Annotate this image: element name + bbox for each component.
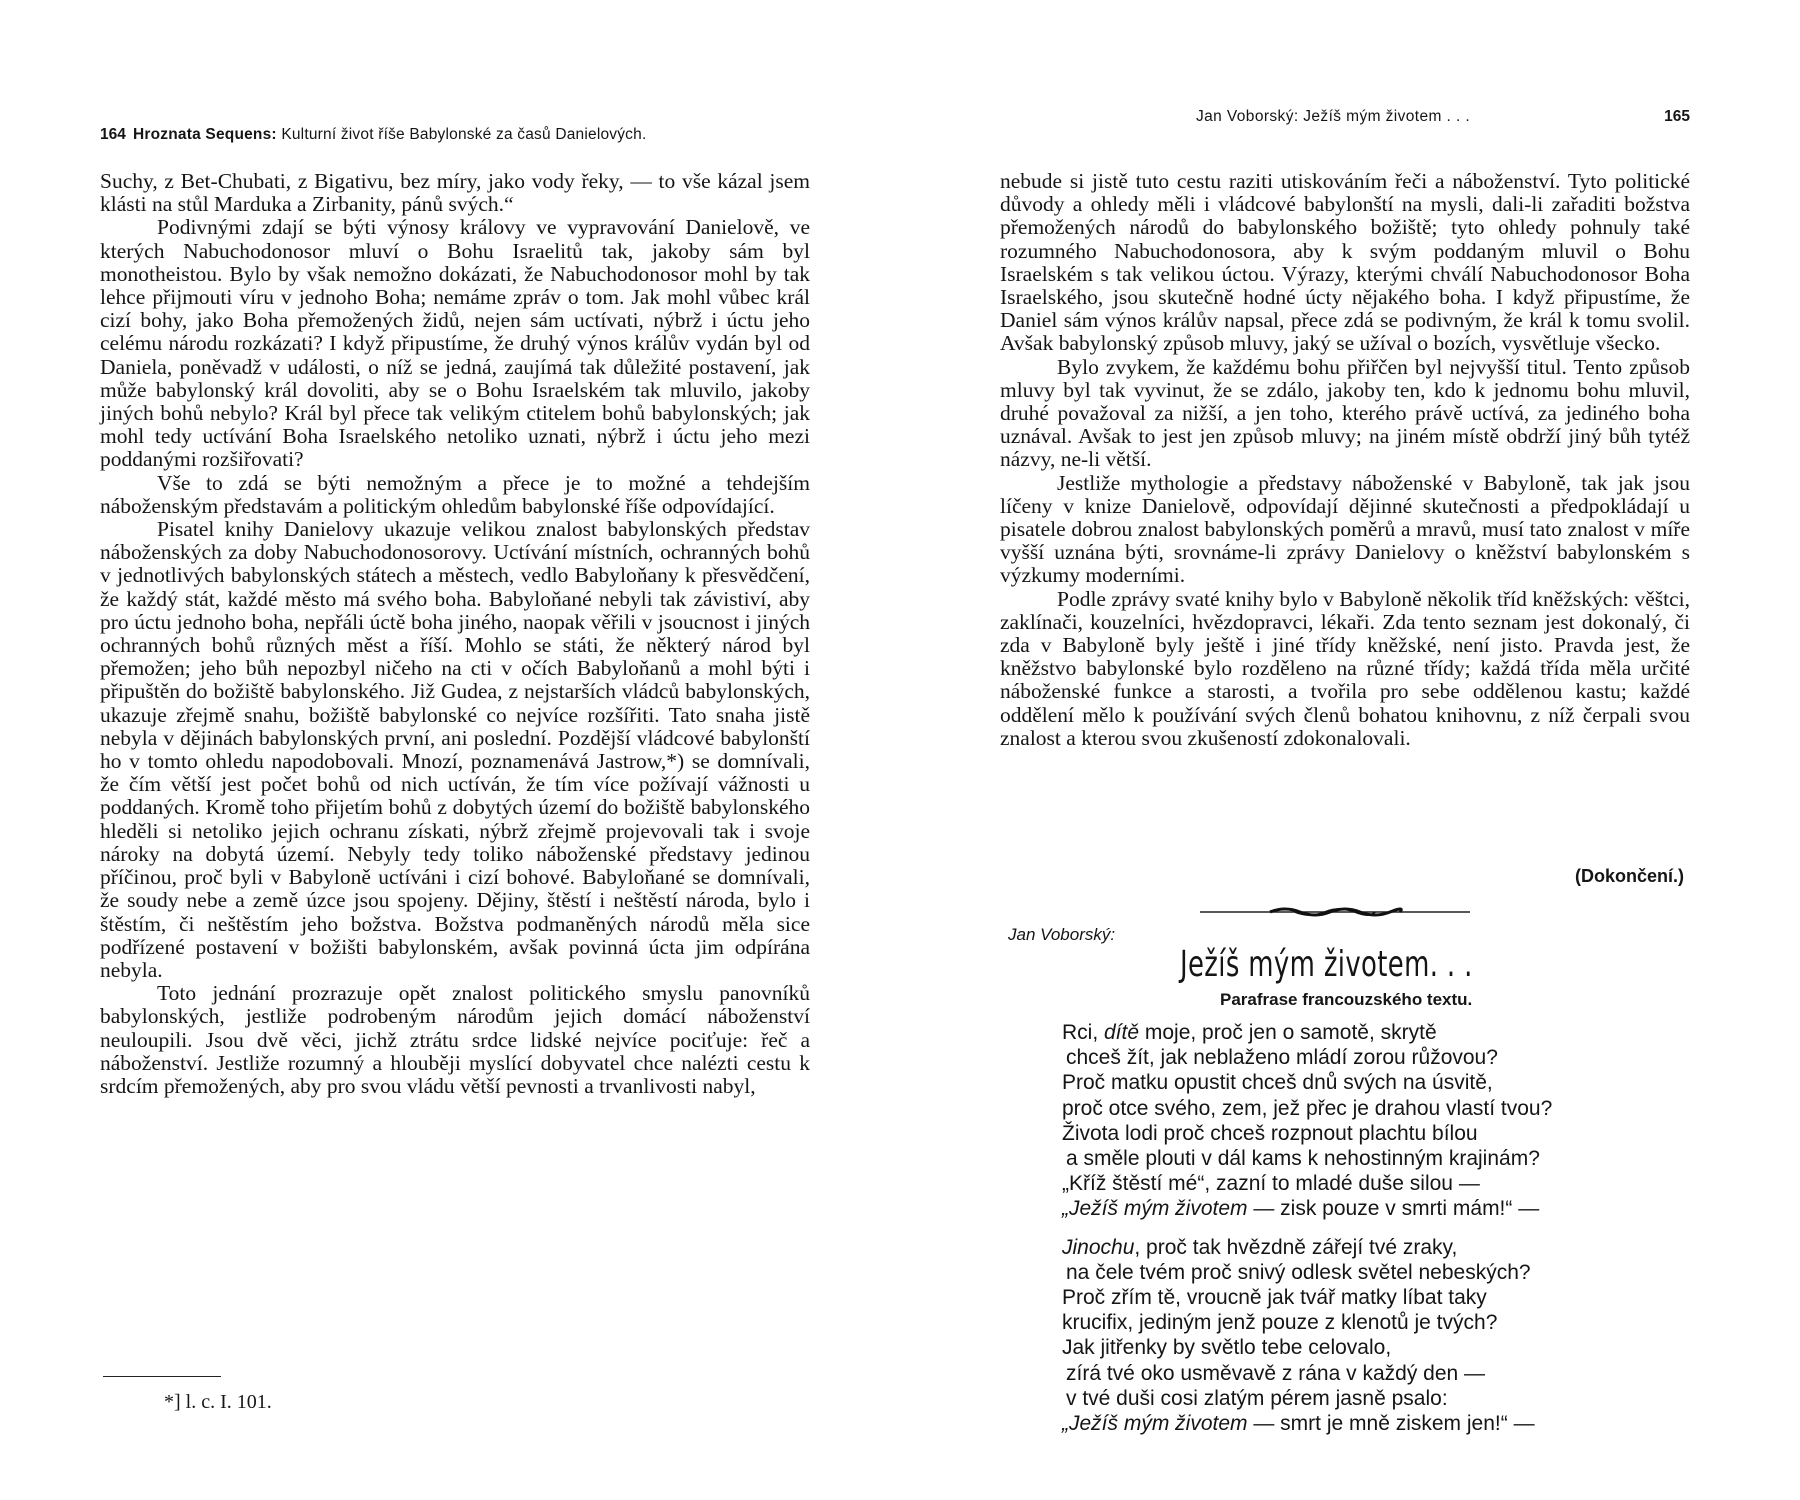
- left-running-title: [133, 126, 646, 144]
- paragraph: Bylo zvykem, že každému bohu přiřčen byl nejvyšší titul. Tento způsob mluvy byl tak vyvinut, že se zdálo, jakoby ten, kdo k jednomu bohu mluvil, druhé považoval za nižší, a jen toho, kterého právě uctívá, za jediného boha uznával. Avšak to jest jen způsob mluvy; na jiném místě obdrží jiný bůh tytéž názvy, ne-li větší.: [1000, 354, 1690, 472]
- right-running-title: Jan Voborský: Ježíš mým životem . . .: [1196, 108, 1471, 125]
- right-body-text: [1000, 170, 1690, 750]
- paragraph: Podle zprávy svaté knihy bylo v Babyloně několik tříd kněžských: věštci, zaklínači, kouzelníci, hvězdopravci, lékaři. Zda tento seznam jest dokonalý, či zda v Babyloně byly ještě i jiné třídy kněžské, není jisto. Pravda jest, že kněžstvo babylonské bylo rozděleno na různé třídy; každá třída měla určité náboženské funkce a starosti, a tvořila pro sebe oddělenou kastu; každé oddělení mělo k používání svých členů bohatou knihovnu, z níž čerpali svou znalost a kterou svou zkušeností zdokonalovali.: [1000, 586, 1690, 750]
- right-running-head: [1000, 108, 1690, 130]
- paragraph: Vše to zdá se býti nemožným a přece je to možné a tehdejším náboženským představám a politickým ohledům babylonské říše odpovídající.: [100, 470, 810, 518]
- verse-line: Rci, dítě moje, proč jen o samotě, skrytě: [1062, 1021, 1437, 1044]
- section-divider-ornament: [1200, 904, 1470, 920]
- paragraph: Pisatel knihy Danielovy ukazuje velikou znalost babylonských představ náboženských za doby Nabuchodonosorovy. Uctívání místních, ochranných bohů v jednotlivých babylonských státech a městech, vedlo Babyloňany k přesvědčení, že každý stát, každé město má svého boha. Babyloňané nebyli tak závistiví, aby pro úctu jednoho boha, nepřáli úctě boha jiného, naopak věřili v jsoucnost i jiných ochranných bohů různých měst a říší. Mohlo se státi, že některý národ byl přemožen; jeho bůh nepozbyl ničeho na cti v očích Babyloňanů a mohl býti i připuštěn do božiště babylonského. Již Gudea, z nejstarších vládců babylonských, ukazuje zřejmě snahu, božiště babylonské co nejvíce rozšířiti. Tato snaha jistě nebyla v dějinách babylonských první, ani poslední. Pozdější vládcové babylonští ho v tomto ohledu napodobovali. Mnozí, poznamenává Jastrow,*) se domnívali, že čím větší jest počet bohů od nich uctíván, že tím více požívají vážnosti u poddaných. Kromě toho přijetím bohů z dobytých území do božiště babylonského hleděli si netoliko jejich ochranu získati, nýbrž zřejmě projevovali tak i svoje nároky na dobytá území. Nebyly tedy toliko náboženské představy jedinou příčinou, proč byli v Babyloně uctíváni i cizí bohové. Babyloňané se domnívali, že soudy nebe a země úzce jsou spojeny. Dějiny, štěstí i neštěstí národa, bylo i štěstím, či neštěstím jeho božstva. Božstva podmaněných národů měla sice podřízené postavení v božišti babylonském, avšak povinná úcta jim odpírána nebyla.: [100, 517, 810, 982]
- poem-author: Jan Voborský:: [1008, 925, 1116, 944]
- paragraph: nebude si jistě tuto cestu raziti utiskováním řeči a náboženství. Tyto politické důvody a ohledy měli i vládcové babylonští na mysli, dali-li zařaditi božstva přemožených národů do babylonského božiště; tyto ohledy pohnuly také rozumného Nabuchodonosora, aby k svým poddaným mluvil o Bohu Israelském s tak velikou úctou. Výrazy, kterými chválí Nabuchodonosor Boha Israelského, jsou skutečně hodné úcty nějakého boha. I když připustíme, že Daniel sám výnos králův napsal, přece zdá se podivným, že král k tomu svolil. Avšak babylonský způsob mluvy, jaký se užíval o bozích, vysvětluje všecko.: [1000, 169, 1690, 356]
- verse-line: Života lodi proč chceš rozpnout plachtu bílou: [1062, 1121, 1478, 1145]
- stanza: [1062, 1020, 1552, 1222]
- poem-title: Ježíš mým životem. . .: [1180, 944, 1473, 985]
- footnote-rule: [103, 1376, 221, 1377]
- stanza: [1062, 1235, 1552, 1437]
- article-ending: (Dokončení.): [1574, 866, 1684, 886]
- paragraph: Jestliže mythologie a představy náboženské v Babyloně, tak jak jsou líčeny v knize Danielově, odpovídají dějinné skutečnosti a předpokládají u pisatele dobrou znalost babylonských poměrů a mravů, musí tato znalost v míře vyšší uznána býti, srovnáme-li zprávy Danielovy o kněžství babylonském s výzkumy moderními.: [1000, 470, 1690, 588]
- verse-line: „Ježíš mým životem — zisk pouze v smrti mám!“ —: [1062, 1197, 1540, 1221]
- verse-line: krucifix, jediným jenž pouze z klenotů je tvých?: [1062, 1311, 1498, 1335]
- footnote: *] l. c. I. 101.: [164, 1391, 272, 1413]
- verse-line: chceš žít, jak neblaženo mládí zorou růžovou?: [1066, 1046, 1498, 1070]
- left-page: [100, 0, 810, 1500]
- left-page-number: 164: [100, 126, 126, 143]
- verse-line: „Kříž štěstí mé“, zazní to mladé duše silou —: [1062, 1172, 1480, 1196]
- verse-line: v tvé duši cosi zlatým pérem jasně psalo:: [1066, 1386, 1448, 1410]
- poem: [1062, 1020, 1552, 1449]
- left-head-author: Hroznata Sequens:: [133, 126, 277, 143]
- verse-line: zírá tvé oko usměvavě z rána v každý den —: [1066, 1361, 1486, 1385]
- verse-line: na čele tvém proč snivý odlesk světel nebeských?: [1066, 1260, 1531, 1284]
- verse-line: Proč matku opustit chceš dnů svých na úsvitě,: [1062, 1071, 1493, 1095]
- poem-subtitle: Parafrase francouzského textu.: [1220, 990, 1473, 1009]
- verse-line: Jinochu, proč tak hvězdně zářejí tvé zraky,: [1062, 1235, 1458, 1259]
- left-head-title: Kulturní život říše Babylonské za časů Danielových.: [281, 126, 647, 143]
- paragraph: Toto jednání prozrazuje opět znalost politického smyslu panovníků babylonských, jestliže podrobeným národům jejich domácí náboženství neuloupili. Jsou dvě věci, jichž ztrátu srdce lidské nejvíce pociťuje: řeč a náboženství. Jestliže rozumný a hlouběji myslící dobyvatel chce nalézti cestu k srdcím přemožených, aby pro svou vládu větší pevnosti a trvanlivosti nabyl,: [100, 981, 810, 1098]
- paragraph: Suchy, z Bet-Chubati, z Bigativu, bez míry, jako vody řeky, — to vše kázal jsem klásti na stůl Marduka a Zirbanity, pánů svých.“: [100, 169, 810, 217]
- paragraph: Podivnými zdají se býti výnosy královy ve vypravování Danielově, ve kterých Nabuchodonosor mluví o Bohu Israelitů tak, jakoby sám byl monotheistou. Bylo by však nemožno dokázati, že Nabuchodonosor mohl by tak lehce přijmouti víru v jednoho Boha; nemáme zpráv o tom. Jak mohl vůbec král cizí bohy, jako Boha přemožených židů, nejen sám uctívati, nýbrž i úctu jeho celému národu rozkázati? I když připustíme, že druhý výnos králův vydán byl od Daniela, poněvadž v události, o níž se jedná, zaujímá tak důležité postavení, jak může babylonský král dovoliti, aby se o Bohu Israelském tak mluvilo, jakoby jiných bohů nebylo? Král byl přece tak velikým ctitelem bohů babylonských; jak mohl tedy uctívání Boha Israelského netoliko uznati, nýbrž i úctu jeho mezi poddanými rozšiřovati?: [100, 215, 810, 472]
- left-running-head: [100, 126, 810, 148]
- verse-line: proč otce svého, zem, jež přec je drahou vlastí tvou?: [1062, 1096, 1553, 1120]
- verse-line: Jak jitřenky by světlo tebe celovalo,: [1062, 1336, 1392, 1360]
- verse-line: Proč zřím tě, vroucně jak tvář matky líbat taky: [1062, 1286, 1487, 1310]
- left-body-text: [100, 170, 810, 1098]
- right-page-number: 165: [1664, 108, 1690, 125]
- right-page: [1000, 0, 1690, 1500]
- verse-line: a směle plouti v dál kams k nehostinným krajinám?: [1066, 1147, 1540, 1171]
- verse-line: „Ježíš mým životem — smrt je mně ziskem jen!“ —: [1062, 1412, 1535, 1436]
